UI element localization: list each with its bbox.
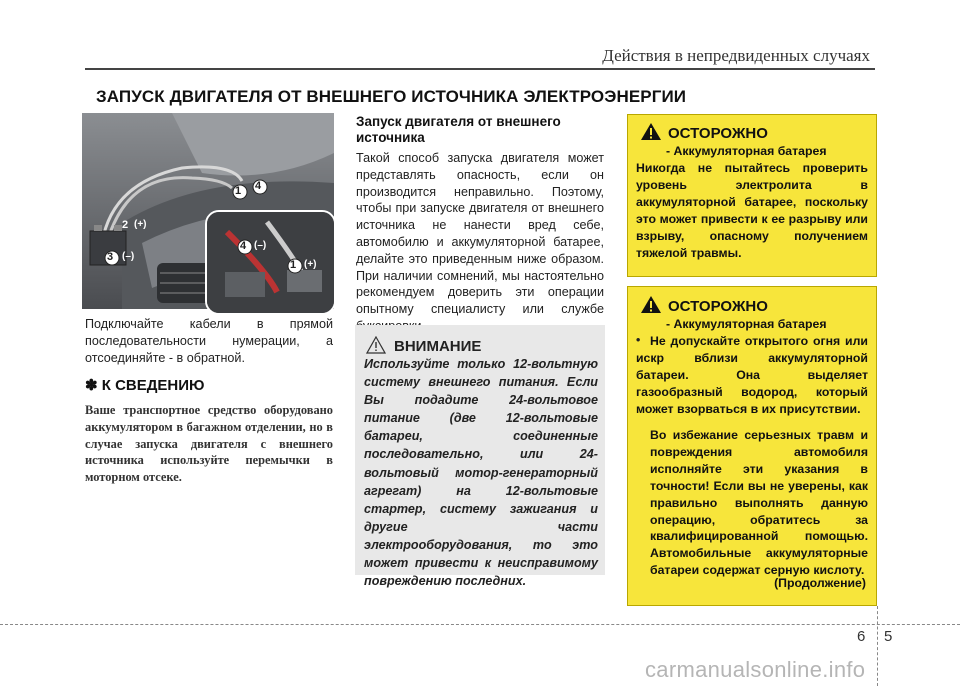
jump-start-text: Такой способ запуска двигателя может представлять опасность, если он производится неправильно. Поэтому, чтобы при запуске двигателя от внешнего источника не нанести вред себе, автомобилю и аккумуляторной батарее, делайте это приведенным ниже образом. При наличии сомнений, мы настоятельно рекомендуем доверить эти операции опытному специалисту или службе — [356, 151, 604, 317]
watermark: carmanualsonline.info — [645, 657, 866, 682]
inset-minus-sign: (–) — [254, 240, 267, 251]
warning-icon — [640, 295, 662, 314]
info-heading — [85, 376, 205, 394]
footer-divider — [877, 606, 878, 686]
warning-2-bullet: • — [636, 333, 641, 347]
header-rule — [85, 68, 875, 70]
callout-3: 3 — [107, 251, 114, 263]
info-text: Ваше транспортное средство оборудовано аккумулятором в багажном отделении, но в случае запуска двигателя с внешнего источника используйте перемычки в моторном отсеке. — [85, 403, 333, 485]
jumper-terminals-inset — [205, 210, 336, 315]
callout-4: 4 — [255, 180, 262, 192]
page-header-title: Действия в непредвиденных случаях — [602, 46, 870, 65]
inset-callout-4: 4 — [240, 240, 247, 252]
callout-1: 1 — [235, 185, 242, 197]
warning-2-text-2: Во избежание серьезных травм и повреждения автомобиля исполняйте эти указания в точности! Если вы не уверены, как правильно выполнять данную операцию, обратитесь за квалифицированной помощью. Автомобильные аккумуляторные батареи содержат серную кислоту. — [650, 428, 868, 578]
footer-rule — [0, 624, 960, 625]
inset-callout-1: 1 — [290, 259, 297, 271]
jump-start-heading: Запуск двигателя от внешнего источника — [356, 114, 561, 145]
warning-1-text: Никогда не пытайтесь проверить уровень электролита в аккумуляторной батарее, поскольку это может привести к ее разрыву или взрыву, опасному получением тяжелой травмы. — [636, 161, 868, 260]
chapter-number: 6 — [857, 628, 866, 645]
continued-label: (Продолжение) — [774, 576, 866, 590]
warning-1-title: ОСТОРОЖНО — [668, 125, 768, 142]
warning-1-subtitle: - Аккумуляторная батарея — [666, 144, 827, 158]
warning-icon — [640, 122, 662, 141]
warning-2-title: ОСТОРОЖНО — [668, 298, 768, 315]
warning-2-subtitle: - Аккумуляторная батарея — [666, 317, 827, 331]
callout-minus-sign: (–) — [122, 251, 135, 262]
notice-text: Используйте только 12-вольтную систему внешнего питания. Если Вы подадите 24-вольтовое питание (две 12-вольтовые батареи, соединенные последовательно, или 24-вольтовый мотор-генераторный агрегат) на 12-вольтовые стартер, систему зажигания и другие части электрооборудования, то это может привести к неисправимому повреждению последних. — [364, 357, 598, 589]
photo-caption: Подключайте кабели в прямой последовательности нумерации, а отсоединяйте - в обратной. — [85, 317, 333, 365]
warning-2-text-1: Не допускайте открытого огня или искр вблизи аккумуляторной батареи. Она выделяет газообразный водород, который может взорваться в их присутствии. — [636, 334, 868, 416]
notice-title: ВНИМАНИЕ — [394, 338, 482, 355]
warning-outline-icon — [366, 336, 386, 354]
page-number: 5 — [884, 628, 893, 645]
section-title: ЗАПУСК ДВИГАТЕЛЯ ОТ ВНЕШНЕГО ИСТОЧНИКА ЭЛЕКТРОЭНЕРГИИ — [96, 87, 687, 106]
callout-plus-sign: (+) — [134, 219, 147, 230]
asterisk-icon: ✽ — [85, 377, 98, 394]
info-heading-label: К СВЕДЕНИЮ — [101, 377, 205, 394]
inset-plus-sign: (+) — [304, 259, 317, 270]
callout-2: 2 — [122, 219, 129, 231]
